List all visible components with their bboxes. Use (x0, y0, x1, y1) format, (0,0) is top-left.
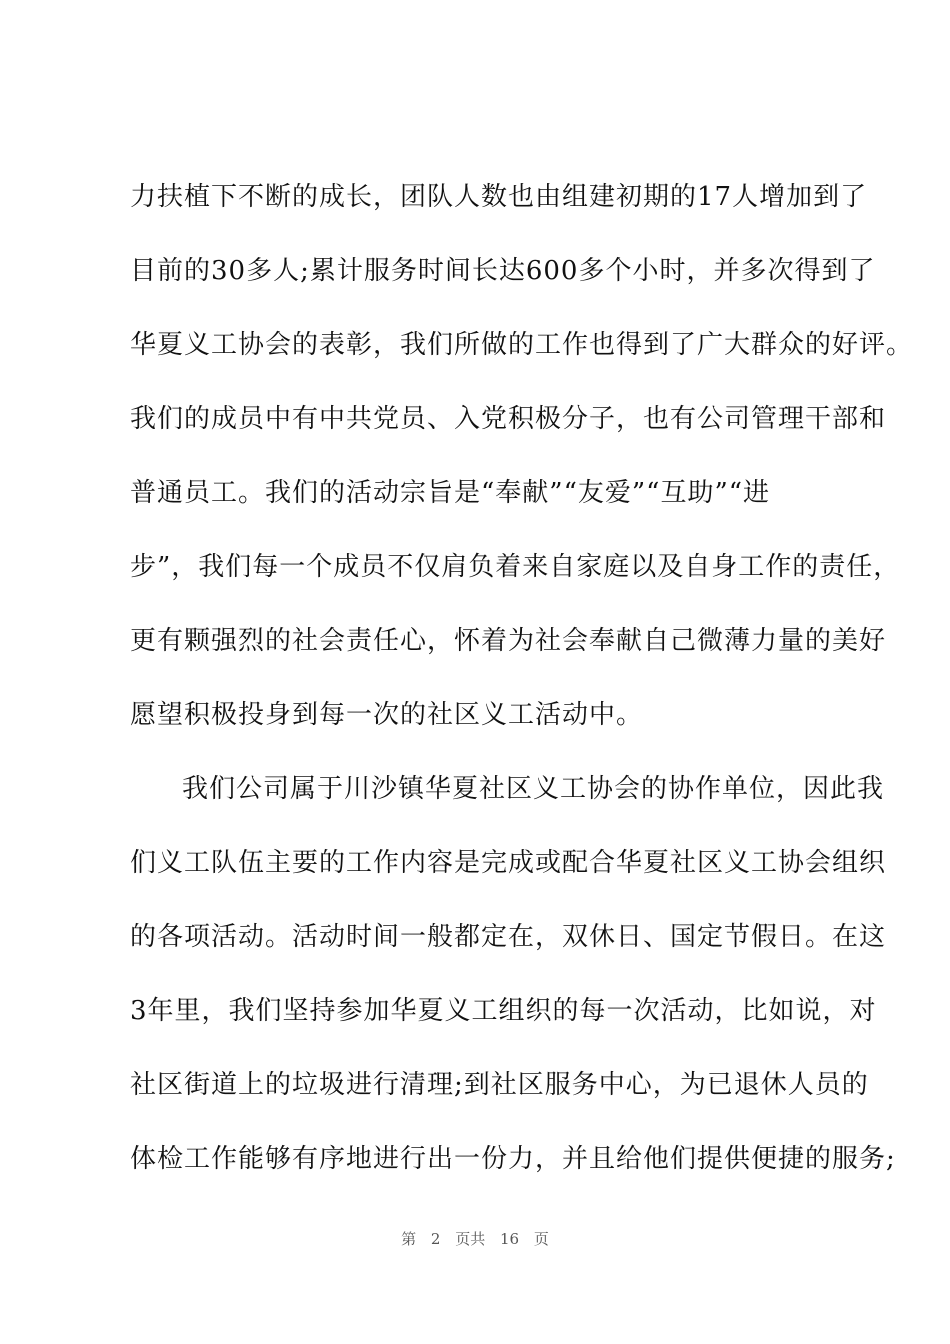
text-line-7: 更有颗强烈的社会责任心，怀着为社会奉献自己微薄力量的美好 (130, 626, 887, 656)
text-line-3: 华夏义工协会的表彰，我们所做的工作也得到了广大群众的好评。 (130, 330, 914, 360)
text-line-11: 的各项活动。活动时间一般都定在，双休日、国定节假日。在这 (130, 922, 887, 952)
text-line-10: 们义工队伍主要的工作内容是完成或配合华夏社区义工协会组织 (130, 848, 887, 878)
text-line-8: 愿望积极投身到每一次的社区义工活动中。 (130, 700, 644, 730)
text-line-13: 社区街道上的垃圾进行清理;到社区服务中心，为已退休人员的 (130, 1070, 869, 1100)
text-line-6: 步”，我们每一个成员不仅肩负着来自家庭以及自身工作的责任， (130, 552, 901, 582)
text-line-12: 3年里，我们坚持参加华夏义工组织的每一次活动，比如说，对 (130, 996, 877, 1026)
text-line-4: 我们的成员中有中共党员、入党积极分子，也有公司管理干部和 (130, 404, 887, 434)
footer-page-total: 16 (500, 1230, 520, 1248)
footer-suffix: 页 (533, 1230, 549, 1248)
text-line-1: 力扶植下不断的成长，团队人数也由组建初期的17人增加到了 (130, 182, 868, 212)
footer-middle: 页共 (455, 1230, 486, 1248)
footer-page-number: 2 (430, 1230, 441, 1248)
text-line-9: 我们公司属于川沙镇华夏社区义工协会的协作单位，因此我 (182, 774, 885, 804)
page-footer (0, 1228, 950, 1249)
footer-prefix: 第 (401, 1230, 417, 1248)
text-line-2: 目前的30多人;累计服务时间长达600多个小时，并多次得到了 (130, 256, 876, 286)
text-line-5: 普通员工。我们的活动宗旨是“奉献”“友爱”“互助”“进 (130, 478, 771, 508)
text-line-14: 体检工作能够有序地进行出一份力，并且给他们提供便捷的服务; (130, 1144, 896, 1174)
